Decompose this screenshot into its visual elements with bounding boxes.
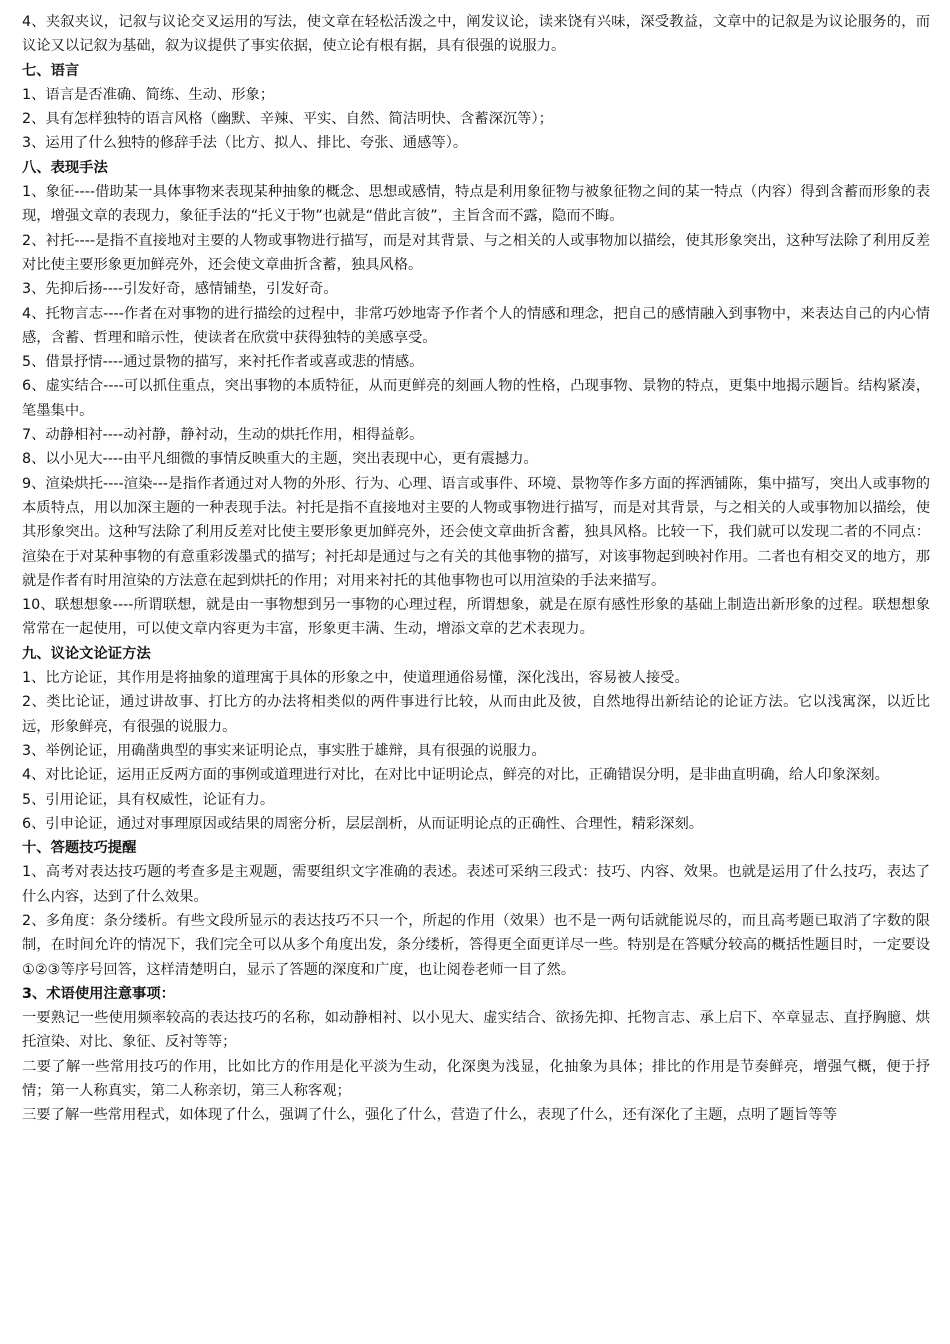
paragraph-argument-extension: 6、引申论证，通过对事理原因或结果的周密分析，层层剖析，从而证明论点的正确性、合理性，精彩深刻。 — [22, 815, 704, 832]
paragraph-technique-rendering: 9、渲染烘托----渲染---是指作者通过对人物的外形、行为、心理、语言或事件、环境、景物等作多方面的挥洒铺陈，集中描写，突出人或事物的本质特点，用以加深主题的一种表现手法。衬托是指不直接地对主要的人物或事物进行描写，而是对其背景，与之相关的人或事物加以描绘，使其形象突出。这种写法除了利用反差对比使主要形象更加鲜亮外，还会使文章曲折含蓄，独具风格。比较一下，我们就可以发现二者的不同点：渲染在于对某种事物的有意重彩泼墨式的描写；衬托却是通过与之有关的其他事物的描写，对该事物起到映衬作用。二者也有相交叉的地方，那就是作者有时用渲染的方法意在起到烘托的作用；对用来衬托的其他事物也可以用渲染的手法来描写。 — [22, 475, 930, 589]
paragraph-terminology-2: 二要了解一些常用技巧的作用，比如比方的作用是化平淡为生动，化深奥为浅显，化抽象为具体；排比的作用是节奏鲜亮，增强气概，便于抒情；第一人称真实，第二人称亲切，第三人称客观； — [22, 1058, 930, 1100]
paragraph-language-2: 2、具有怎样独特的语言风格（幽默、辛辣、平实、自然、简洁明快、含蓄深沉等）； — [22, 111, 553, 128]
paragraph-technique-small-to-large: 8、以小见大----由平凡细微的事情反映重大的主题，突出表现中心，更有震撼力。 — [22, 451, 538, 468]
paragraph-argument-metaphor: 1、比方论证，其作用是将抽象的道理寓于具体的形象之中，使道理通俗易懂，深化浅出，容易被人接受。 — [22, 670, 689, 687]
paragraph-argument-comparison: 4、对比论证，运用正反两方面的事例或道理进行对比，在对比中证明论点，鲜亮的对比，正确错误分明，是非曲直明确，给人印象深刻。 — [22, 767, 889, 784]
section-heading-techniques: 八、表现手法 — [22, 159, 108, 176]
paragraph-technique-real-virtual: 6、虚实结合----可以抓住重点，突出事物的本质特征，从而更鲜亮的刻画人物的性格，凸现事物、景物的特点，更集中地揭示题旨。结构紧凑，笔墨集中。 — [22, 378, 930, 419]
paragraph-narration-argument: 4、夹叙夹议，记叙与议论交叉运用的写法，使文章在轻松活泼之中，阐发议论，读来饶有兴味，深受教益，文章中的记叙是为议论服务的，而议论又以记叙为基础，叙为议提供了事实依据，使立论有根有据，具有很强的说服力。 — [22, 14, 930, 55]
section-heading-answer-tips: 十、答题技巧提醒 — [22, 840, 137, 857]
paragraph-argument-citation: 5、引用论证，具有权威性，论证有力。 — [22, 791, 275, 808]
paragraph-technique-contrast: 2、衬托----是指不直接地对主要的人物或事物进行描写，而是对其背景、与之相关的人或事物加以描绘，使其形象突出，这种写法除了利用反差对比使主要形象更加鲜亮外，还会使文章曲折含蓄，独具风格。 — [22, 232, 930, 273]
paragraph-technique-imagination: 10、联想想象----所谓联想，就是由一事物想到另一事物的心理过程，所谓想象，就是在原有感性形象的基础上制造出新形象的过程。联想想象常常在一起使用，可以使文章内容更为丰富，形象更丰满、生动，增添文章的艺术表现力。 — [22, 597, 930, 638]
paragraph-technique-symbolism: 1、象征----借助某一具体事物来表现某种抽象的概念、思想或感情，特点是利用象征物与被象征物之间的某一特点（内容）得到含蓄而形象的表现，增强文章的表现力，象征手法的“托义于物”也就是“借此言彼”，主旨含而不露，隐而不晦。 — [22, 184, 930, 225]
paragraph-tip-2: 2、多角度：条分缕析。有些文段所显示的表达技巧不只一个，所起的作用（效果）也不是一两句话就能说尽的，而且高考题已取消了字数的限制，在时间允许的情况下，我们完全可以从多个角度出发，条分缕析，答得更全面更详尽一些。特别是在答赋分较高的概括性题目时，一定要设①②③等序号回答，这样清楚明白，显示了答题的深度和广度，也让阅卷老师一目了然。 — [22, 912, 930, 978]
paragraph-technique-scene-emotion: 5、借景抒情----通过景物的描写，来衬托作者或喜或悲的情感。 — [22, 354, 424, 371]
section-heading-argument-methods: 九、议论文论证方法 — [22, 645, 151, 662]
paragraph-argument-analogy: 2、类比论证，通过讲故事、打比方的办法将相类似的两件事进行比较，从而由此及彼，自然地得出新结论的论证方法。它以浅寓深，以近比远，形象鲜亮，有很强的说服力。 — [22, 694, 930, 735]
paragraph-technique-object-ambition: 4、托物言志----作者在对事物的进行描绘的过程中，非常巧妙地寄予作者个人的情感和理念，把自己的感情融入到事物中，来表达自己的内心情感，含蓄、哲理和暗示性，使读者在欣赏中获得独特的美感享受。 — [22, 305, 930, 346]
paragraph-terminology-3: 三要了解一些常用程式，如体现了什么，强调了什么，强化了什么，营造了什么，表现了什么，还有深化了主题，点明了题旨等等 — [22, 1107, 837, 1124]
section-heading-language: 七、语言 — [22, 62, 80, 79]
paragraph-language-1: 1、语言是否准确、简练、生动、形象； — [22, 86, 275, 103]
document-page — [22, 10, 930, 1128]
subheading-terminology-notes: 3、术语使用注意事项： — [22, 985, 175, 1002]
paragraph-argument-example: 3、举例论证，用确凿典型的事实来证明论点，事实胜于雄辩，具有很强的说服力。 — [22, 742, 546, 759]
paragraph-terminology-1: 一要熟记一些使用频率较高的表达技巧的名称，如动静相衬、以小见大、虚实结合、欲扬先抑、托物言志、承上启下、卒章显志、直抒胸臆、烘托渲染、对比、象征、反衬等等； — [22, 1010, 930, 1051]
paragraph-tip-1: 1、高考对表达技巧题的考查多是主观题，需要组织文字准确的表述。表述可采纳三段式：技巧、内容、效果。也就是运用了什么技巧，表达了什么内容，达到了什么效果。 — [22, 864, 930, 905]
paragraph-technique-motion-stillness: 7、动静相衬----动衬静，静衬动，生动的烘托作用，相得益彰。 — [22, 427, 424, 444]
paragraph-technique-suppress-then-praise: 3、先抑后扬----引发好奇，感情铺垫，引发好奇。 — [22, 281, 338, 298]
paragraph-language-3: 3、运用了什么独特的修辞手法（比方、拟人、排比、夸张、通感等）。 — [22, 135, 468, 152]
